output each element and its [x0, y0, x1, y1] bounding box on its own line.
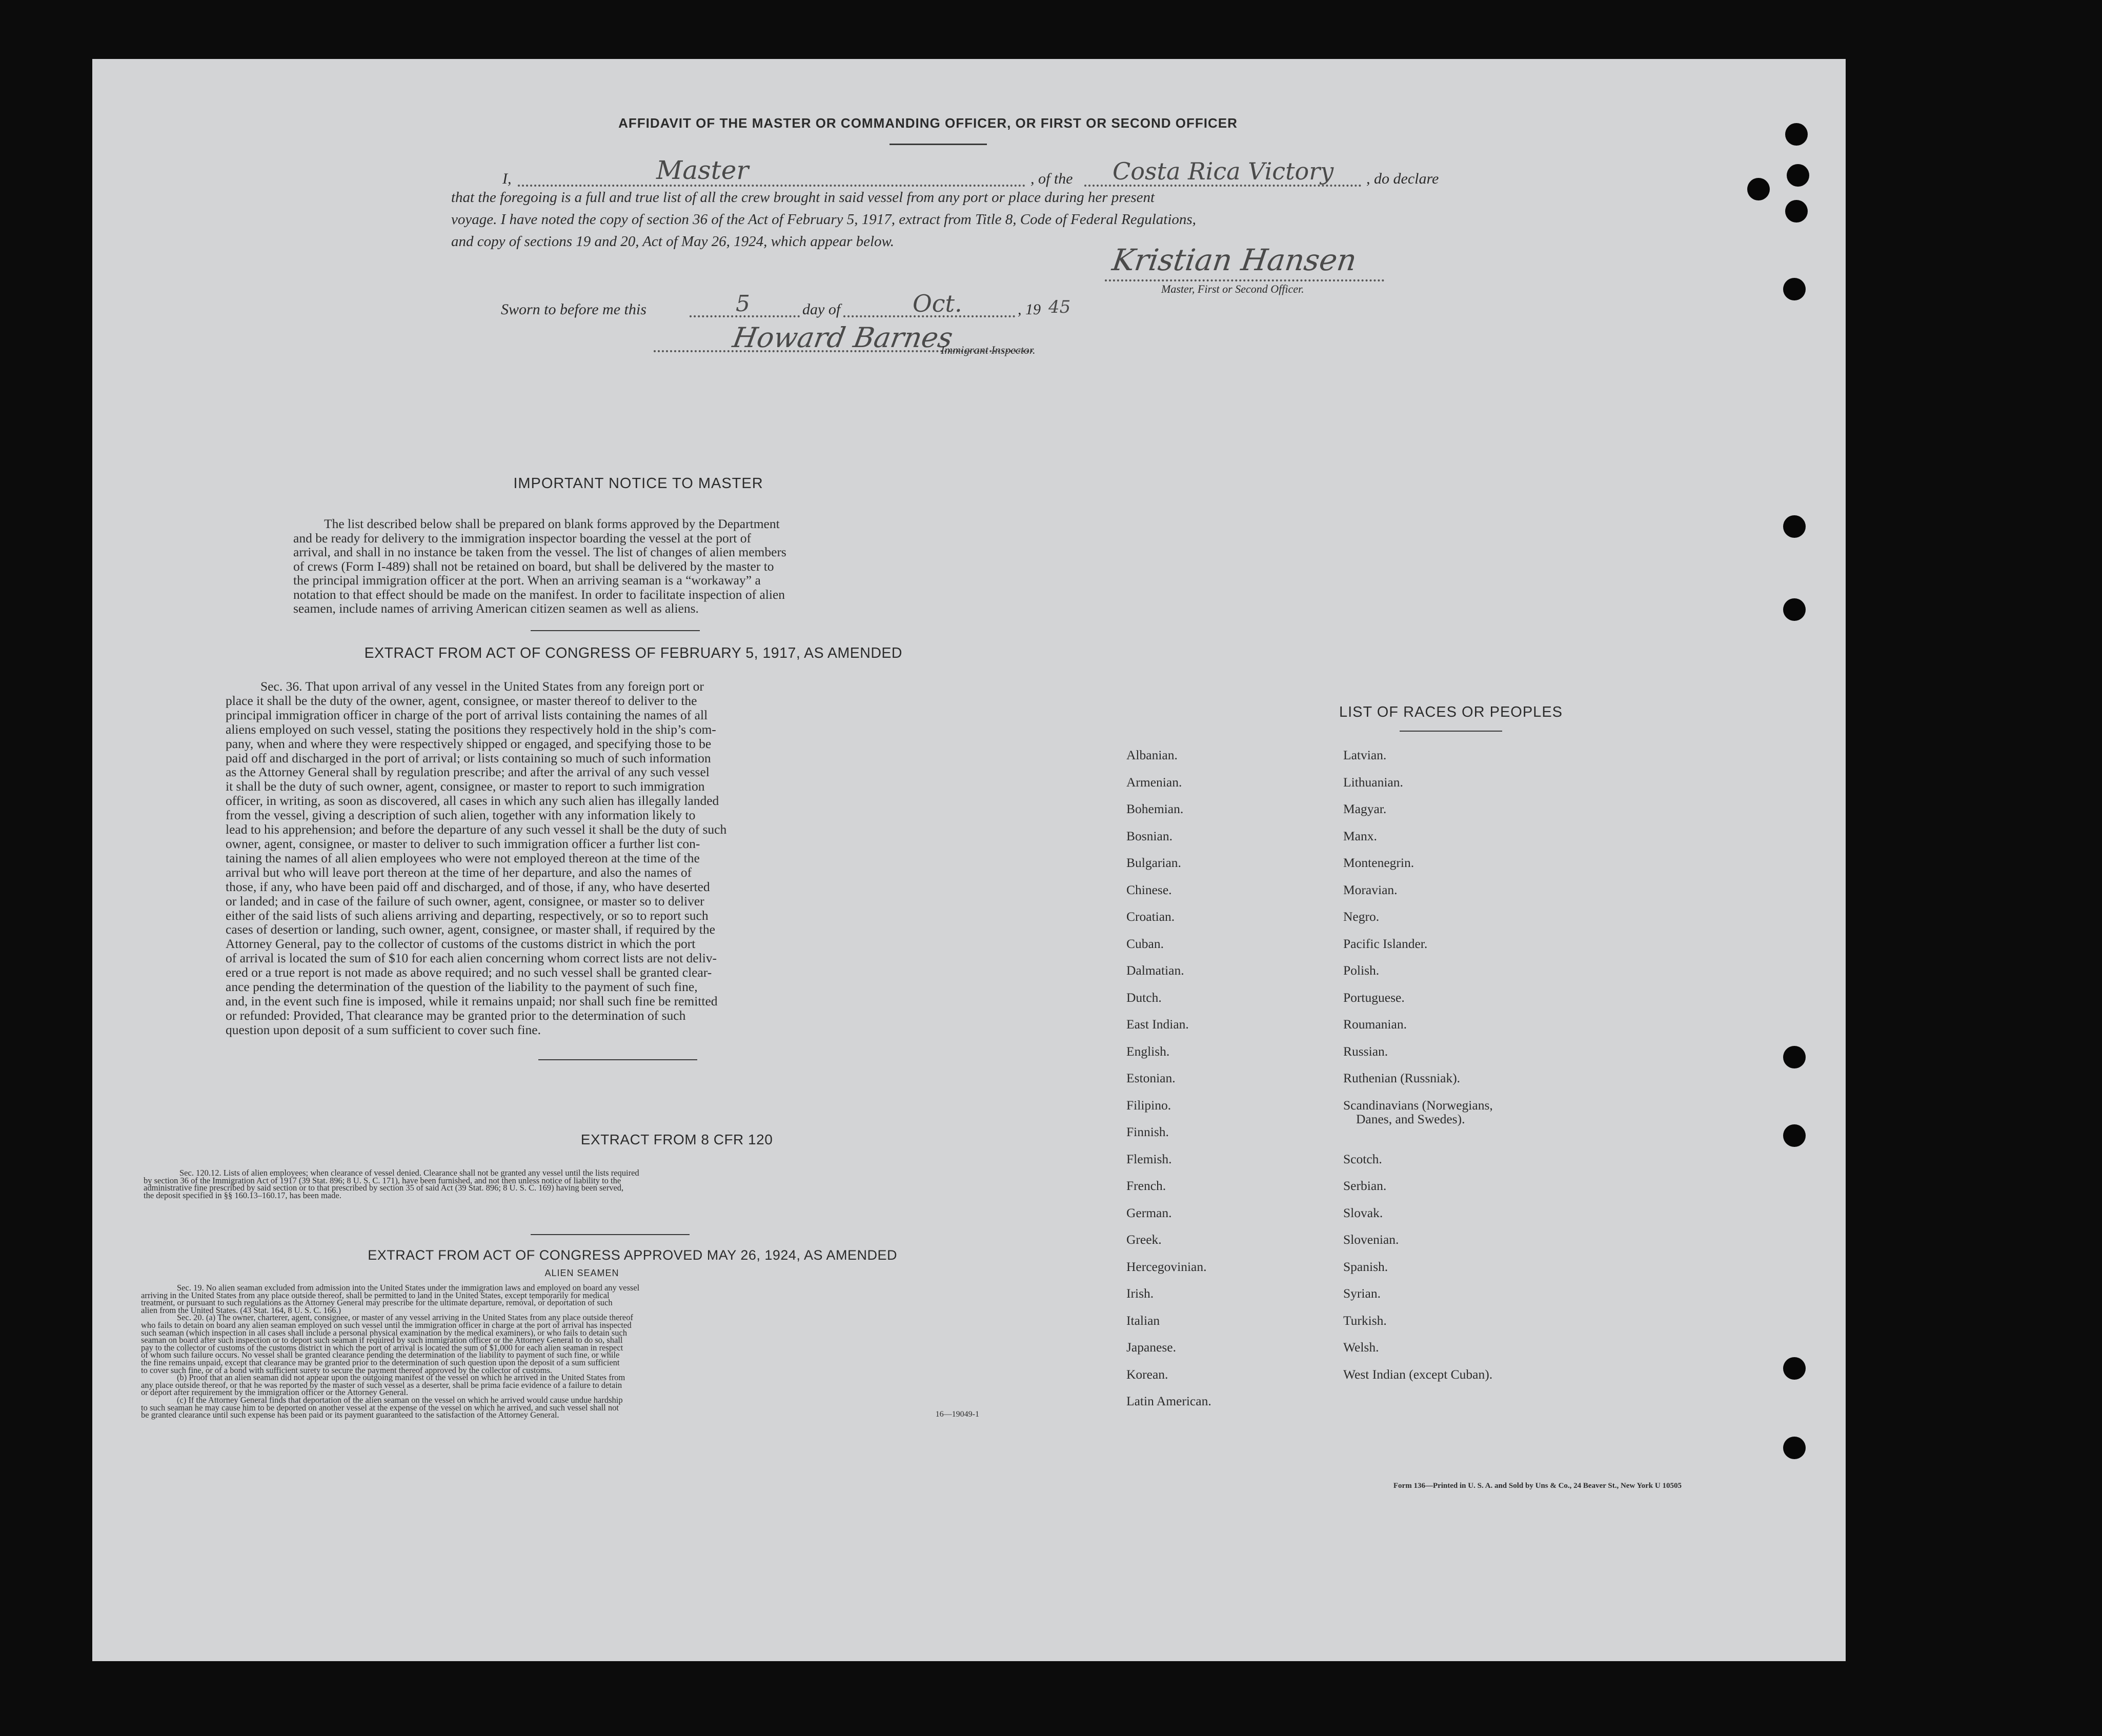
affidavit-i-label: I, [502, 170, 512, 187]
race-item: West Indian (except Cuban). [1343, 1366, 1493, 1382]
act1917-line: ance pending the determination of the question of the liability to the payment of such fine, [226, 979, 698, 995]
race-item: Irish. [1126, 1286, 1154, 1301]
act1917-line: pany, when and where they were respectively shipped or engaged, and specifying those to be [226, 736, 712, 751]
race-item: Polish. [1343, 963, 1380, 978]
act1924-line: be granted clearance until such expense has been paid or its payment guaranteed to the satisfaction of the Attorney General. [141, 1410, 559, 1420]
officer-title-handwritten: Master [656, 155, 749, 185]
race-item: Dalmatian. [1126, 963, 1184, 978]
race-item: Slovenian. [1343, 1232, 1399, 1247]
race-item: Danes, and Swedes). [1356, 1111, 1465, 1126]
punch-hole [1783, 1124, 1806, 1147]
sworn-label: Sworn to before me this [501, 301, 646, 318]
act1924-line: of whom such failure occurs. No vessel shall be granted clearance pending the determination of the liability to payment of such fine, or while [141, 1350, 620, 1360]
punch-hole [1783, 1357, 1806, 1380]
affidavit-title: AFFIDAVIT OF THE MASTER OR COMMANDING OFFICER, OR FIRST OR SECOND OFFICER [618, 115, 1238, 131]
race-item: Latin American. [1126, 1394, 1211, 1408]
race-item: Armenian. [1126, 774, 1182, 790]
year-prefix: , 19 [1018, 301, 1041, 318]
act1917-line: from the vessel, giving a description of such alien, together with any information likely to [226, 808, 696, 823]
races-left-column [1126, 748, 1331, 1421]
race-item: Spanish. [1343, 1259, 1388, 1274]
punch-hole [1787, 164, 1809, 187]
notice-line: and be ready for delivery to the immigration inspector boarding the vessel at the port of [293, 530, 751, 546]
act1924-title: EXTRACT FROM ACT OF CONGRESS APPROVED MAY 26, 1924, AS AMENDED [368, 1247, 897, 1263]
act1917-line: taining the names of all alien employees who were not employed thereon at the time of the [226, 850, 700, 865]
race-item: Lithuanian. [1343, 774, 1403, 790]
act1917-line: lead to his apprehension; and before the departure of any such vessel it shall be the duty of such [226, 822, 727, 837]
act1924-line: arriving in the United States from any place outside thereof, shall be permitted to land in the United States, except temporarily for medical [141, 1290, 610, 1300]
race-item: Ruthenian (Russniak). [1343, 1071, 1461, 1085]
affidavit-of-the-label: , of the [1030, 170, 1073, 187]
race-item: Slovak. [1343, 1205, 1383, 1220]
act1917-line: as the Attorney General shall by regulation prescribe; and after the arrival of any such vessel [226, 764, 710, 780]
affidavit-title-rule [890, 144, 987, 145]
inspector-caption: Immigrant Inspector. [941, 344, 1036, 356]
race-item: Magyar. [1343, 801, 1387, 816]
declaration-line-1: that the foregoing is a full and true list of all the crew brought in said vessel from any port or place during her present [451, 189, 1155, 206]
race-item: Montenegrin. [1343, 855, 1414, 870]
act1924-line: seaman on board after such inspection or to deport such seaman if required by such immigration officer or the Attorney General to do so, shall [141, 1335, 623, 1345]
act1924-line: or deport after requirement by the immigration officer or the Attorney General. [141, 1387, 409, 1398]
notice-line: the principal immigration officer at the port. When an arriving seaman is a “workaway” a [293, 573, 761, 588]
race-item: Negro. [1343, 909, 1380, 924]
sworn-month: Oct. [913, 290, 962, 317]
race-item: Scandinavians (Norwegians, [1343, 1097, 1493, 1113]
manifest-page [92, 59, 1846, 1661]
race-item: Croatian. [1126, 909, 1175, 924]
race-item: Dutch. [1126, 990, 1162, 1005]
race-item: Greek. [1126, 1232, 1162, 1247]
inspector-signature: Howard Barnes [730, 321, 956, 354]
act1917-line: arrival but who will leave port thereon at the time of her departure, and also the names of [226, 864, 692, 880]
race-item: Estonian. [1126, 1071, 1176, 1085]
race-item: Finnish. [1126, 1124, 1169, 1139]
race-item: Serbian. [1343, 1178, 1387, 1193]
race-item: Filipino. [1126, 1097, 1171, 1113]
master-signature-line [1105, 279, 1384, 281]
race-item: Welsh. [1343, 1340, 1379, 1355]
race-item: Portuguese. [1343, 990, 1405, 1005]
race-item: Pacific Islander. [1343, 936, 1428, 951]
notice-title: IMPORTANT NOTICE TO MASTER [513, 475, 763, 492]
race-item: Moravian. [1343, 882, 1398, 897]
act1917-line: or landed; and in case of the failure of such owner, agent, consignee, or master so to deliver [226, 893, 704, 909]
cfr-title: EXTRACT FROM 8 CFR 120 [580, 1132, 773, 1147]
cfr-line: the deposit specified in §§ 160.13–160.17, has been made. [144, 1190, 341, 1200]
act1924-line: (c) If the Attorney General finds that deportation of the alien seaman on the vessel on which he arrived would cause undue hardship [177, 1395, 623, 1405]
notice-line: arrival, and shall in no instance be taken from the vessel. The list of changes of alien members [293, 544, 786, 559]
act1917-line: Sec. 36. That upon arrival of any vessel in the United States from any foreign port or [260, 679, 704, 694]
race-item: Latvian. [1343, 748, 1387, 762]
act1924-line: the fine remains unpaid, except that clearance may be granted prior to the determination of such question upon the deposit of a sum sufficient [141, 1357, 620, 1367]
act1924-line: (b) Proof that an alien seaman did not appear upon the outgoing manifest of the vessel on which he arrived in the United States from [177, 1372, 625, 1383]
act1917-body [226, 679, 900, 1037]
race-item: Scotch. [1343, 1151, 1382, 1166]
punch-hole [1785, 123, 1808, 146]
punch-hole [1747, 178, 1770, 200]
cfr-rule [531, 1234, 690, 1235]
notice-line: notation to that effect should be made on the manifest. In order to facilitate inspection of alien [293, 587, 785, 602]
notice-line: The list described below shall be prepared on blank forms approved by the Department [324, 516, 780, 531]
act1917-line: either of the said lists of such aliens arriving and departing, respectively, or so to report such [226, 907, 709, 923]
act1917-rule [538, 1059, 697, 1060]
act1924-subtitle: ALIEN SEAMEN [544, 1268, 619, 1278]
act1924-line: to cover such fine, or of a bond with sufficient surety to secure the payment thereof approved by the collector of customs. [141, 1365, 552, 1375]
race-item: Manx. [1343, 828, 1377, 843]
cfr-line: Sec. 120.12. Lists of alien employees; when clearance of vessel denied. Clearance shall not be granted any vessel until the lists required [179, 1168, 639, 1178]
act1924-line: treatment, or pursuant to such regulations as the Attorney General may prescribe for the ultimate departure, removal, or deportation of such [141, 1298, 613, 1308]
notice-body [293, 517, 901, 616]
declaration-line-2: voyage. I have noted the copy of section 36 of the Act of February 5, 1917, extract from Title 8, Code of Federal Regulations, [451, 211, 1196, 228]
sworn-day: 5 [736, 291, 750, 317]
race-item: Japanese. [1126, 1340, 1176, 1355]
act1924-line: Sec. 20. (a) The owner, charterer, agent, consignee, or master of any vessel arriving in the United States from any place outside thereof [177, 1313, 633, 1323]
act1924-line: alien from the United States. (43 Stat. 164, 8 U. S. C. 166.) [141, 1305, 341, 1315]
act1917-line: officer, in writing, as soon as discovered, all cases in which any such alien has illegally landed [226, 793, 719, 809]
race-item: Flemish. [1126, 1151, 1172, 1166]
act1917-line: aliens employed on such vessel, stating the positions they respectively hold in the ship’s com- [226, 721, 716, 737]
act1924-line: any place outside thereof, or that he was reported by the master of such vessel as a deserter, shall be prima facie evidence of a failure to detain [141, 1380, 622, 1390]
master-signature: Kristian Hansen [1110, 243, 1359, 277]
punch-hole [1783, 598, 1806, 621]
race-item: Italian [1126, 1313, 1160, 1328]
year-suffix: 45 [1048, 297, 1071, 317]
cfr-line: administrative fine prescribed by said section or to that prescribed by section 35 of said Act (39 Stat. 896; 8 U. S. C. 169) having been served, [144, 1183, 624, 1193]
race-item: Chinese. [1126, 882, 1172, 897]
act1917-line: cases of desertion or landing, such owner, agent, consignee, or master shall, if required by the [226, 922, 715, 937]
races-title-rule [1400, 731, 1502, 732]
act1917-title: EXTRACT FROM ACT OF CONGRESS OF FEBRUARY 5, 1917, AS AMENDED [364, 645, 902, 661]
notice-rule [531, 630, 700, 631]
vessel-name-handwritten: Costa Rica Victory [1113, 157, 1334, 185]
race-item: Syrian. [1343, 1286, 1381, 1301]
punch-hole [1783, 515, 1806, 538]
race-item: German. [1126, 1205, 1172, 1220]
act1917-line: it shall be the duty of such owner, agent, consignee, or master to report to such immigration [226, 779, 705, 794]
race-item: Bulgarian. [1126, 855, 1181, 870]
punch-hole [1785, 200, 1808, 223]
race-item: Albanian. [1126, 748, 1178, 762]
act1917-line: those, if any, who have been paid off and discharged, and of those, if any, who have deserted [226, 879, 710, 894]
notice-line: of crews (Form I-489) shall not be retained on board, but shall be delivered by the master to [293, 558, 774, 574]
race-item: Hercegovinian. [1126, 1259, 1207, 1274]
race-item: Bohemian. [1126, 801, 1184, 816]
act1924-line: Sec. 19. No alien seaman excluded from admission into the United States under the immigration laws and employed on board any vessel [177, 1283, 640, 1293]
punch-hole [1783, 1046, 1806, 1068]
race-item: Russian. [1343, 1043, 1388, 1059]
act1924-body [141, 1284, 977, 1419]
race-item: Cuban. [1126, 936, 1164, 951]
act1924-line: such seaman (which inspection in all cases shall include a personal physical examination by the medical examiners), or who fails to detain such [141, 1327, 628, 1338]
act1917-line: Attorney General, pay to the collector of customs of the customs district in which the port [226, 936, 696, 952]
act1917-line: and, in the event such fine is imposed, while it remains unpaid; nor shall such fine be remitted [226, 993, 718, 1008]
act1917-line: place it shall be the duty of the owner, agent, consignee, or master thereof to deliver to the [226, 693, 697, 708]
act1917-line: paid off and discharged in the port of arrival; or lists containing so much of such information [226, 750, 711, 765]
act1917-line: owner, agent, consignee, or master to deliver to such immigration officer a further list con- [226, 836, 700, 851]
race-item: Roumanian. [1343, 1017, 1407, 1032]
punch-hole [1783, 1437, 1806, 1459]
act1917-line: or refunded: Provided, That clearance may be granted prior to the determination of such [226, 1007, 686, 1023]
form-code: 16—19049-1 [935, 1410, 979, 1419]
act1917-line: ered or a true report is not made as above required; and no such vessel shall be granted clear- [226, 965, 712, 980]
master-caption: Master, First or Second Officer. [1161, 282, 1304, 295]
day-of-label: day of [802, 301, 841, 318]
punch-hole [1783, 278, 1806, 300]
race-item: Turkish. [1343, 1313, 1387, 1328]
officer-line [518, 185, 1025, 187]
cfr-line: by section 36 of the Immigration Act of 1917 (39 Stat. 896; 8 U. S. C. 171), have been furnished, and not then unless notice of liability to the [144, 1175, 621, 1185]
act1924-line: pay to the collector of customs of the customs district in which the port of arrival is located the sum of $1,000 for each alien seaman in respect [141, 1342, 623, 1353]
race-item: English. [1126, 1043, 1170, 1059]
race-item: Bosnian. [1126, 828, 1173, 843]
act1917-line: principal immigration officer in charge of the port of arrival lists containing the names of all [226, 707, 708, 722]
races-right-column [1343, 748, 1651, 1394]
notice-line: seamen, include names of arriving American citizen seamen as well as aliens. [293, 601, 699, 616]
cfr-body [144, 1169, 979, 1199]
act1924-line: who fails to detain on board any alien seaman employed on such vessel until the immigration officer in charge at the port of arrival has inspected [141, 1320, 632, 1330]
printer-footer: Form 136—Printed in U. S. A. and Sold by Uns & Co., 24 Beaver St., New York U 10505 [1393, 1482, 1682, 1490]
act1924-line: to such seaman he may cause him to be deported on another vessel at the expense of the vessel on which he arrived, and such vessel shall not [141, 1402, 619, 1412]
act1917-line: of arrival is located the sum of $10 for each alien concerning whom correct lists are not deliv- [226, 951, 717, 966]
race-item: French. [1126, 1178, 1166, 1193]
declaration-line-3: and copy of sections 19 and 20, Act of May 26, 1924, which appear below. [451, 233, 894, 250]
act1917-line: question upon deposit of a sum sufficient to cover such fine. [226, 1022, 541, 1037]
race-item: East Indian. [1126, 1017, 1189, 1032]
affidavit-do-declare: , do declare [1366, 170, 1439, 187]
races-title: LIST OF RACES OR PEOPLES [1339, 704, 1563, 720]
race-item: Korean. [1126, 1366, 1168, 1382]
